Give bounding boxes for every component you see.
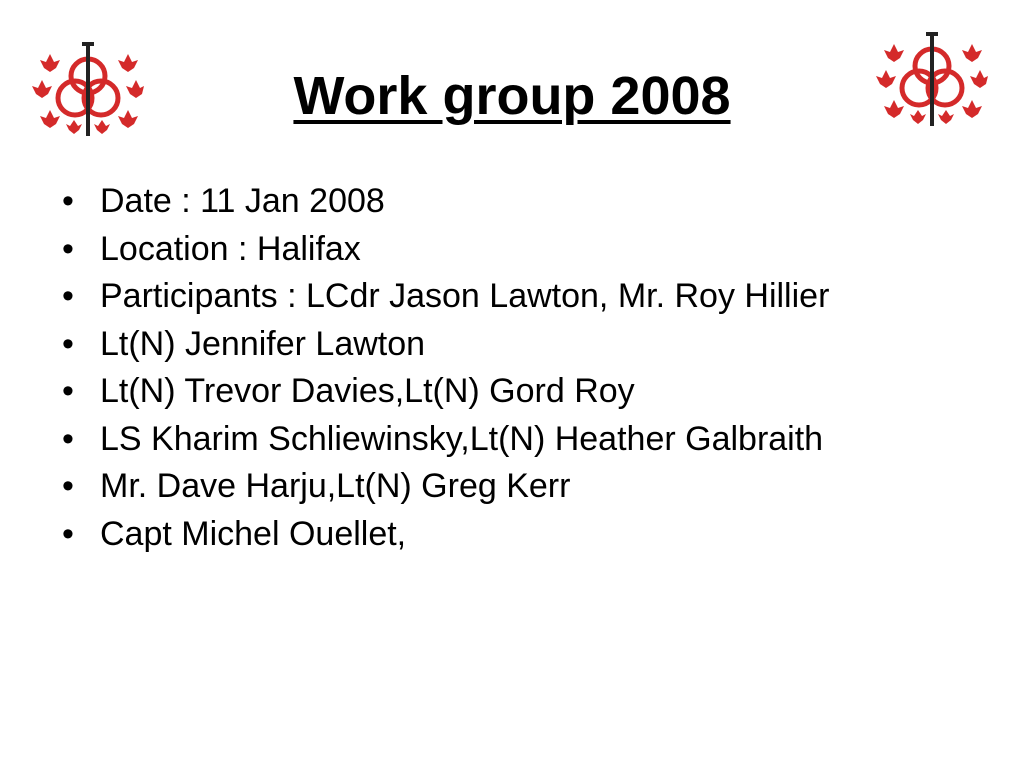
bullet-text: Lt(N) Trevor Davies,Lt(N) Gord Roy <box>100 372 635 410</box>
bullet-item <box>56 463 829 511</box>
bullet-item <box>56 273 829 321</box>
bullet-text: Location : Halifax <box>100 229 361 268</box>
bullet-item <box>56 511 829 559</box>
bullet-dot: • <box>62 324 74 363</box>
bullet-item <box>56 416 829 464</box>
slide-title-text: Work group 2008 <box>293 66 731 126</box>
bullet-text: Mr. Dave Harju,Lt(N) Greg Kerr <box>100 467 571 505</box>
bullet-dot: • <box>62 514 74 553</box>
bullet-text: Lt(N) Jennifer Lawton <box>100 324 426 363</box>
slide-title <box>0 64 1024 128</box>
emblem-logo-right <box>876 30 988 130</box>
bullet-dot: • <box>62 182 74 220</box>
bullet-dot: • <box>62 467 74 505</box>
bullet-text: Participants : LCdr Jason Lawton, Mr. Roy Hillier <box>100 277 830 315</box>
bullet-text: Capt Michel Ouellet, <box>100 514 407 553</box>
bullet-item <box>56 368 829 416</box>
bullet-item <box>56 226 829 274</box>
bullet-dot: • <box>62 229 74 268</box>
bullet-dot: • <box>62 372 74 410</box>
bullet-item <box>56 321 829 369</box>
bullet-list <box>56 178 829 558</box>
bullet-dot: • <box>62 419 74 458</box>
bullet-dot: • <box>62 277 74 315</box>
bullet-text: LS Kharim Schliewinsky,Lt(N) Heather Galbraith <box>100 419 824 458</box>
bullet-item <box>56 178 829 226</box>
bullet-text: Date : 11 Jan 2008 <box>100 182 385 220</box>
